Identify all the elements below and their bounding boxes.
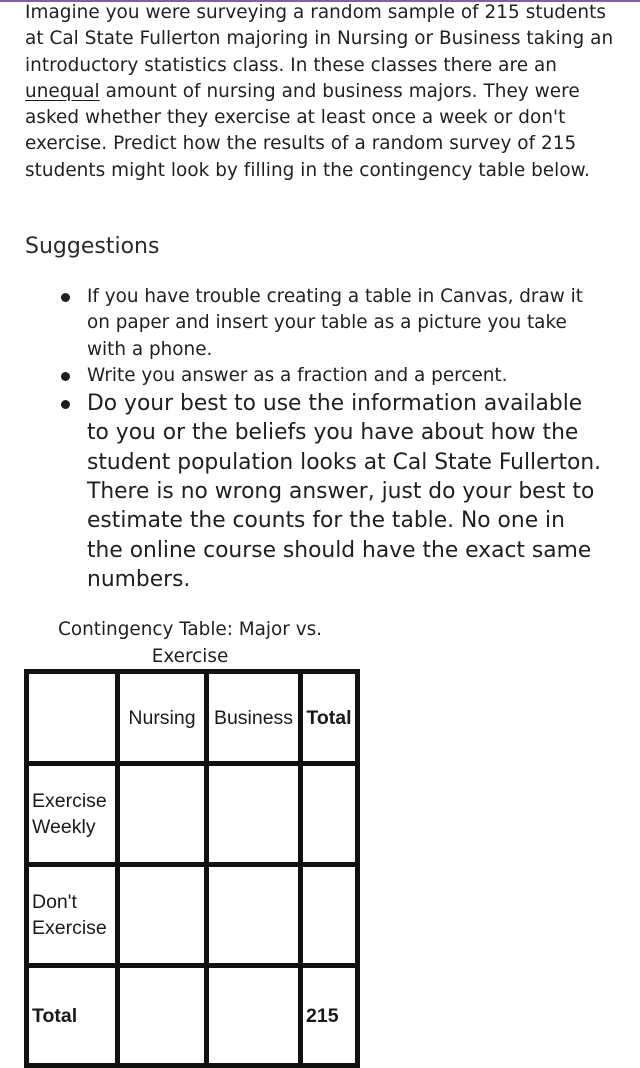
header-cell-empty <box>27 672 118 764</box>
suggestions-heading: Suggestions <box>25 234 160 259</box>
intro-text-start: Imagine you were surveying a random sample of 215 students at Cal State Fullerton majoring in Nursing or Business taking an introductory statistics class. In these classes there are an <box>25 2 614 76</box>
suggestion-text: Write you answer as a fraction and a percent. <box>87 364 508 386</box>
header-cell-nursing: Nursing <box>118 672 207 764</box>
cell-dont-exercise-business <box>207 865 301 966</box>
row-label-dont-exercise: Don't Exercise <box>27 865 118 966</box>
row-label-exercise-weekly: Exercise Weekly <box>27 764 118 865</box>
header-cell-total: Total <box>301 672 358 764</box>
contingency-table <box>24 669 360 1068</box>
suggestion-item <box>0 363 607 389</box>
table-header-row <box>27 672 358 764</box>
suggestion-item <box>0 389 607 594</box>
cell-total-business <box>207 966 301 1066</box>
suggestion-item <box>0 284 607 363</box>
cell-exercise-total <box>301 764 358 865</box>
cell-total-nursing <box>118 966 207 1066</box>
table-row-dont-exercise <box>27 865 358 966</box>
bullet-dot-icon <box>61 293 70 302</box>
table-caption: Contingency Table: Major vs. Exercise <box>57 619 323 667</box>
suggestion-text: If you have trouble creating a table in Canvas, draw it on paper and insert your table as a picture you take with a phone. <box>87 286 583 360</box>
row-label-total: Total <box>27 966 118 1066</box>
header-cell-business: Business <box>207 672 301 764</box>
suggestion-text: Do your best to use the information available to you or the beliefs you have about how the student population looks at Cal State Fullerton. There is no wrong answer, just do your best to estimate the counts for the table. No one in the online course should have the exact same numbers. <box>87 391 602 592</box>
intro-text-end: amount of nursing and business majors. They were asked whether they exercise at least once a week or don't exercise. Predict how the results of a random survey of 215 students might look by filling in the contingency table below. <box>25 80 590 181</box>
intro-paragraph <box>25 0 625 184</box>
cell-exercise-nursing <box>118 764 207 865</box>
table-row-exercise-weekly <box>27 764 358 865</box>
cell-grand-total: 215 <box>301 966 358 1066</box>
cell-dont-exercise-nursing <box>118 865 207 966</box>
table-row-total <box>27 966 358 1066</box>
intro-underlined-word: unequal <box>25 80 100 102</box>
bullet-dot-icon <box>61 372 70 381</box>
cell-dont-exercise-total <box>301 865 358 966</box>
cell-exercise-business <box>207 764 301 865</box>
suggestions-list <box>0 284 640 594</box>
bullet-dot-icon <box>61 400 70 409</box>
